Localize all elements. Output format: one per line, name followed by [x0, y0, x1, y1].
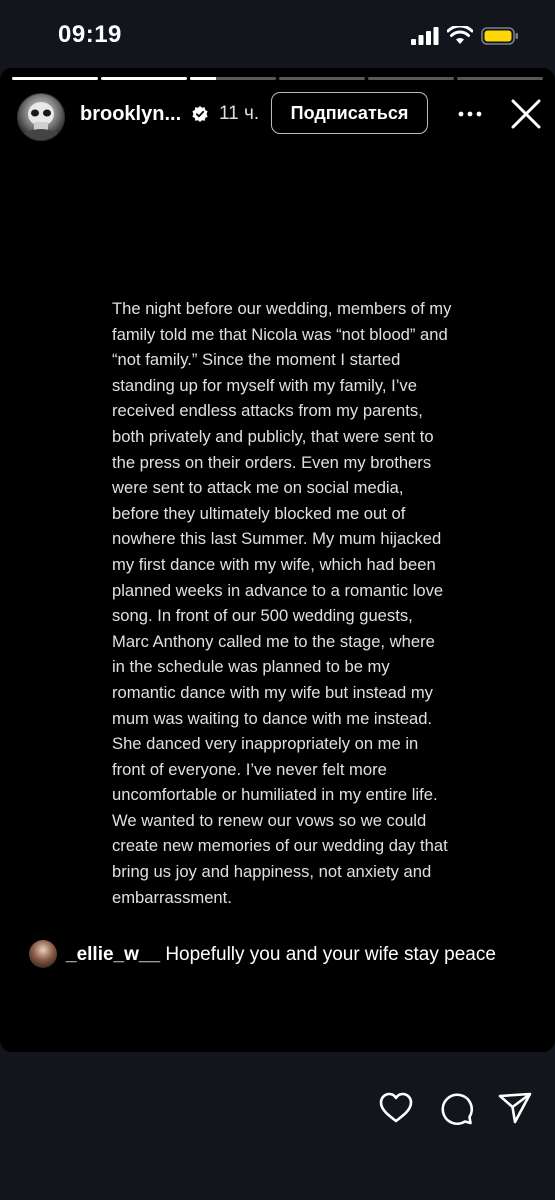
- story-progress: [12, 77, 543, 80]
- follow-button[interactable]: Подписаться: [271, 92, 428, 134]
- story-time: 11 ч.: [219, 103, 260, 124]
- username[interactable]: brooklyn...: [80, 103, 182, 125]
- reply-username: _ellie_w__: [66, 944, 161, 965]
- progress-segment: [279, 77, 365, 80]
- story-frame[interactable]: [0, 68, 555, 1052]
- reply-message: Hopefully you and your wife stay peace: [165, 944, 496, 965]
- progress-segment: [457, 77, 543, 80]
- comment-icon[interactable]: [438, 1090, 474, 1126]
- signal-icon: [411, 27, 439, 45]
- reply-text: [66, 944, 496, 966]
- progress-segment: [101, 77, 187, 80]
- progress-segment: [12, 77, 98, 80]
- verified-badge-icon: [192, 106, 208, 122]
- story-text: The night before our wedding, members of my family told me that Nicola was “not blood” and “not family.” Since the moment I started standing up for myself with my family, I’ve received endless attacks from my parents, both privately and publicly, that were sent to the press on their orders. Even my brothers were sent to attack me on social media, before they ultimately blocked me out of nowhere this last Summer. My mum hijacked my first dance with my wife, which had been planned weeks in advance to a romantic love song. In front of our 500 wedding guests, Marc Anthony called me to the stage, where in the schedule was planned to be my romantic dance with my wife but instead my mum was waiting to dance with me instead. She danced very inappropriately on me in front of everyone. I’ve never felt more uncomfortable or humiliated in my entire life. We wanted to renew our vows so we could create new memories of our wedding day that bring us joy and happiness, not anxiety and embarrassment.: [112, 299, 452, 907]
- story-reply[interactable]: [0, 940, 555, 970]
- progress-segment: [368, 77, 454, 80]
- progress-segment: [190, 77, 276, 80]
- battery-icon: [481, 27, 519, 45]
- close-icon[interactable]: [508, 96, 544, 132]
- wifi-icon: [447, 26, 473, 45]
- status-time: 09:19: [58, 21, 122, 48]
- more-options-icon[interactable]: [456, 100, 484, 128]
- reply-avatar: [29, 940, 57, 968]
- avatar[interactable]: [17, 93, 65, 141]
- send-icon[interactable]: [497, 1090, 533, 1126]
- story-header: [0, 90, 555, 142]
- action-bar: [0, 1090, 555, 1130]
- heart-icon[interactable]: [378, 1090, 414, 1126]
- status-icons: [411, 26, 519, 45]
- status-bar: [0, 0, 555, 68]
